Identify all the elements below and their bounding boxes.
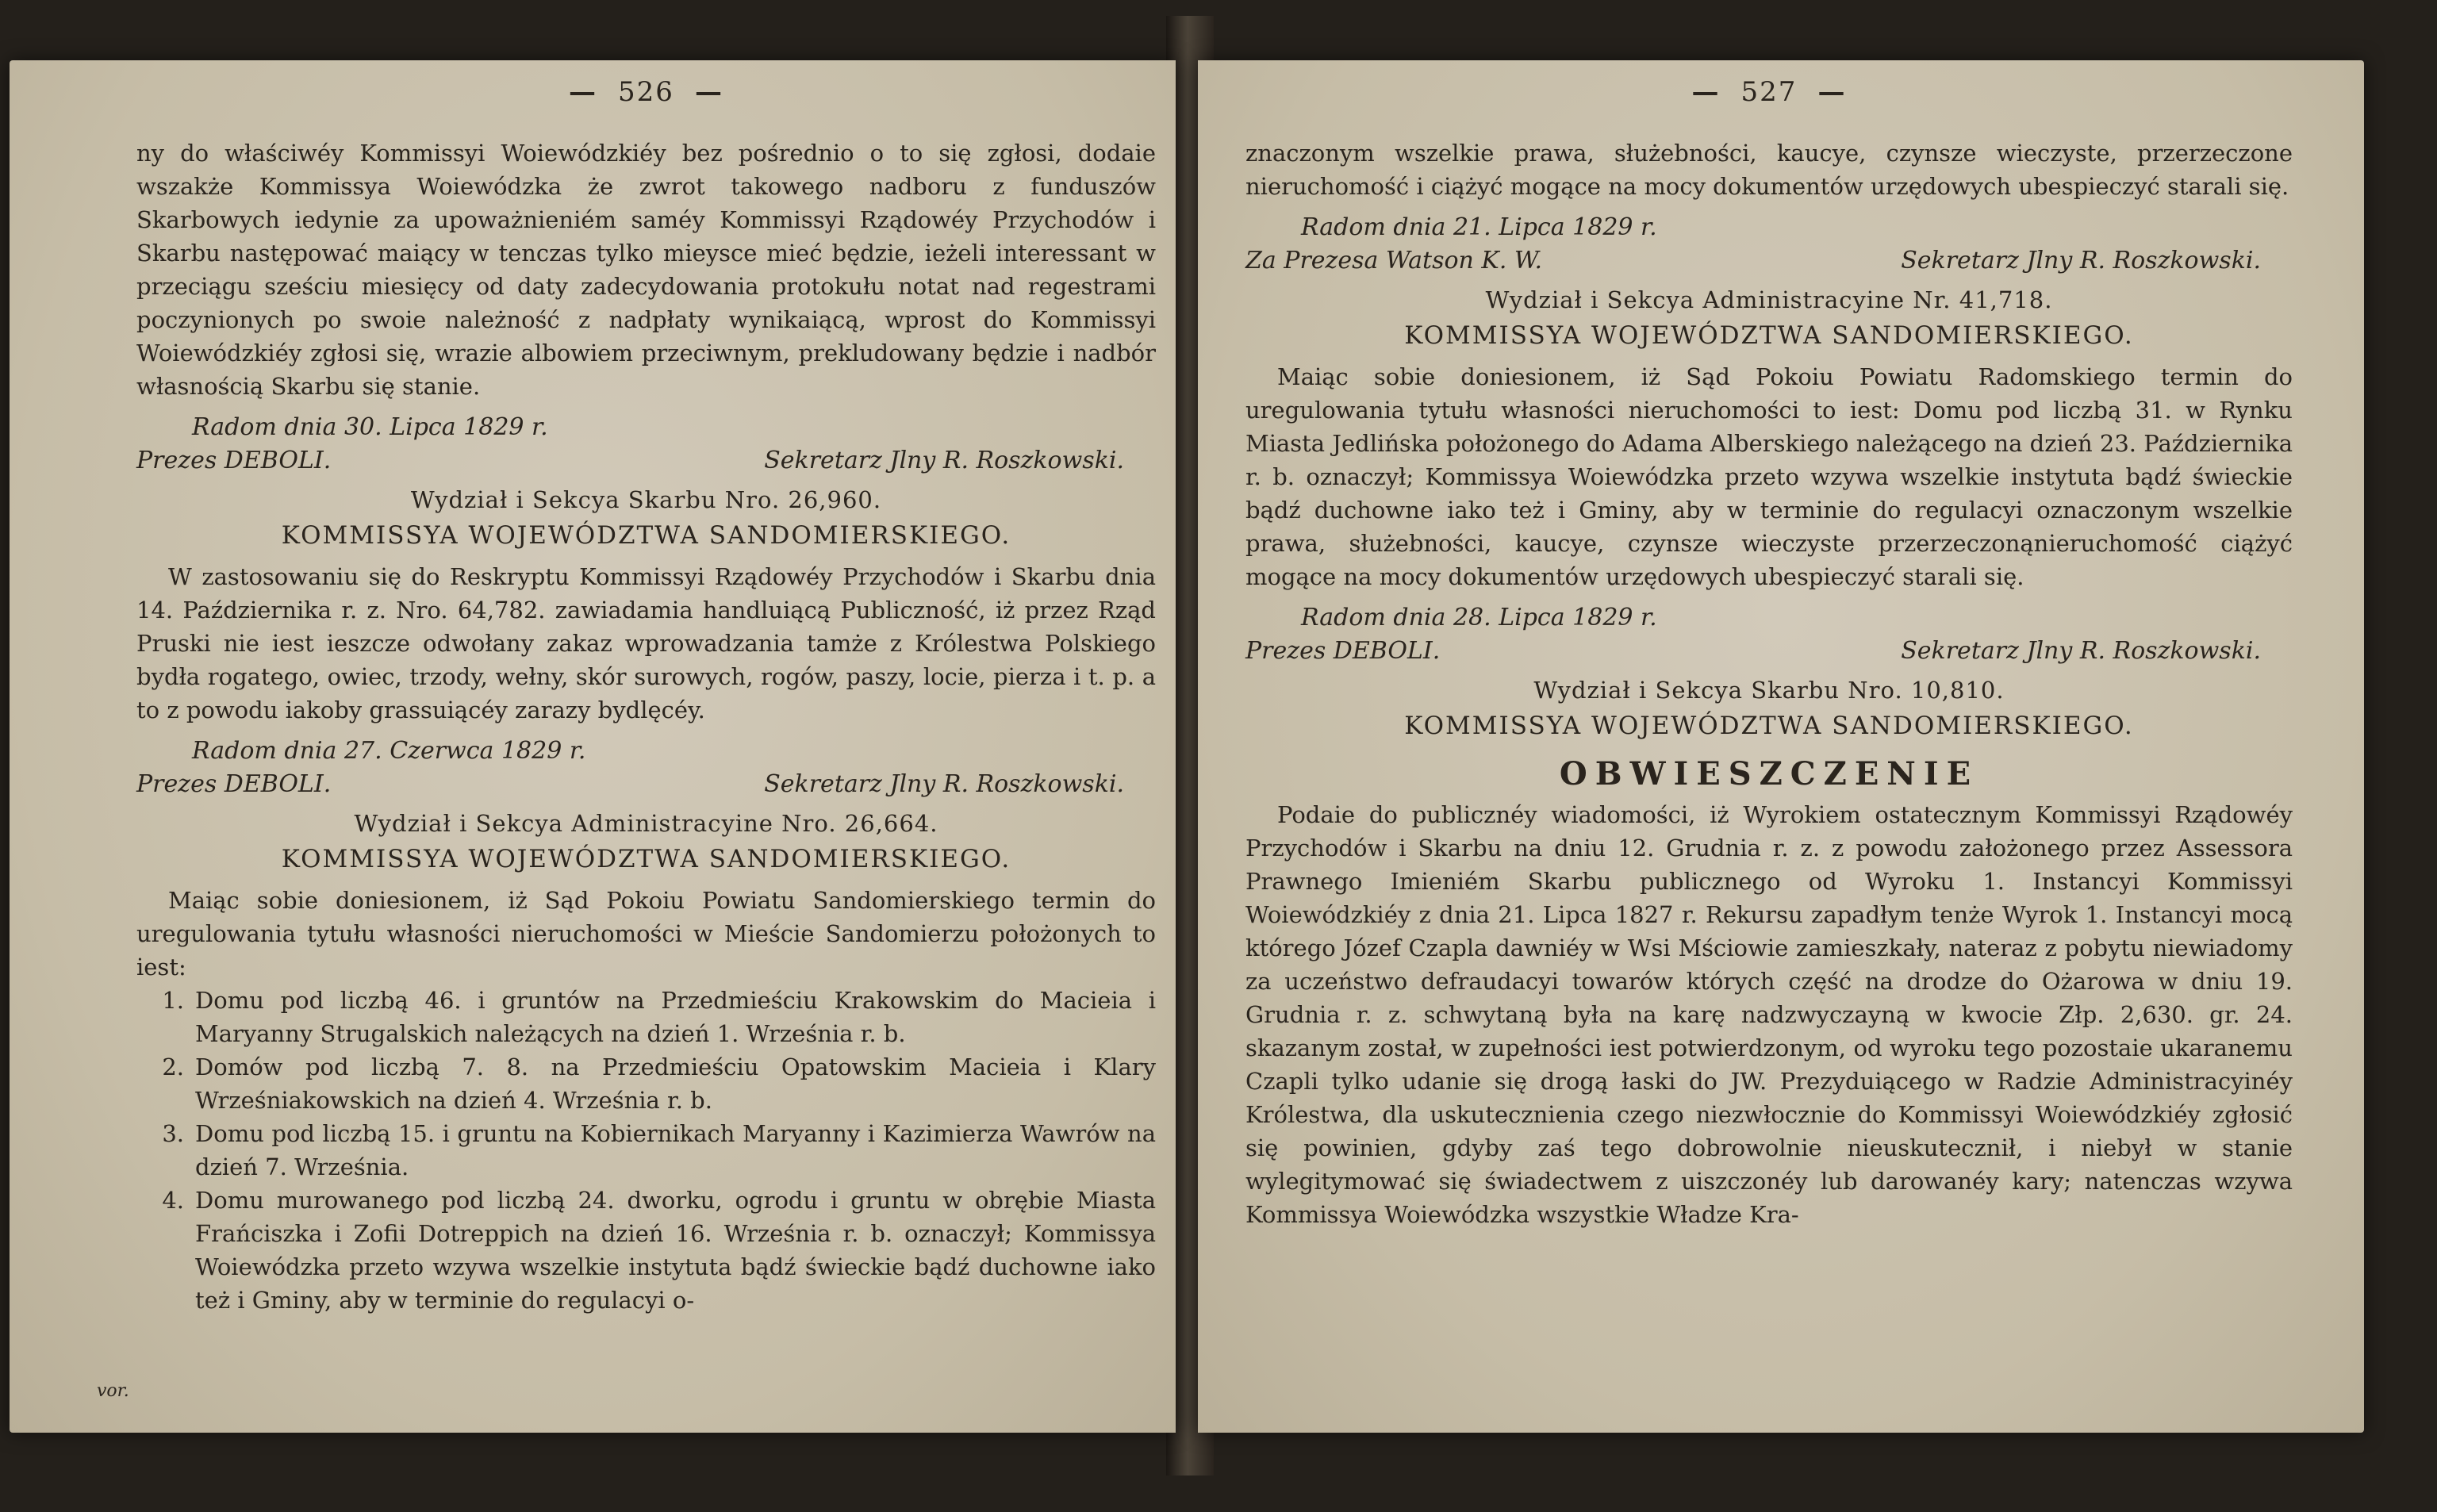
left-page-content	[136, 76, 1156, 1409]
list-item-text: Domu pod liczbą 15. i gruntu na Kobiernikach Maryanny i Kazimierza Wawrów na dzień 7. Września.	[195, 1120, 1156, 1180]
right-signature-1-president: Za Prezesa Watson K. W.	[1245, 247, 1543, 274]
left-page-number: — 526 —	[569, 76, 723, 108]
right-department-1: Wydział i Sekcya Administracyine Nr. 41,718.	[1485, 286, 2053, 313]
left-department-1: Wydział i Sekcya Skarbu Nro. 26,960.	[410, 486, 882, 513]
left-paragraph-1: ny do właściwéy Kommissyi Woiewódzkiéy bez pośrednio o to się zgłosi, dodaie wszakże Kommissya Woiewódzka że zwrot takowego nadboru z funduszów Skarbowych iedynie za upoważnieniém saméy Kommissyi Rządowéy Przychodów i Skarbu następować maiący w tenczas tylko mieysce mieć będzie, ieżeli interessant w przeciągu sześciu miesięcy od daty zadecydowania protokułu notat nad regestrami poczynionych po swoie należność z nadpłaty wynikaiącą, wprost do Kommissyi Woiewódzkiéy zgłosi się, wrazie albowiem przeciwnym, prekludowany będzie i nadbór własnością Skarbu się stanie.	[136, 140, 1156, 400]
left-signature-1-secretary: Sekretarz Jlny R. Roszkowski.	[764, 447, 1124, 474]
left-signature-1-president: Prezes DEBOLI.	[136, 447, 332, 474]
right-paragraph-3: Podaie do publicznéy wiadomości, iż Wyrokiem ostatecznym Kommissyi Rządowéy Przychodów i Skarbu na dniu 12. Grudnia r. z. z powodu założonego przez Assessora Prawnego Imieniém Skarbu publicznego od Wyroku 1. Instancyi Kommissyi Woiewódzkiéy z dnia 21. Lipca 1827 r. Rekursu zapadłym tenże Wyrok 1. Instancyi mocą którego Józef Czapla dawniéy w Wsi Mściowie zamieszkały, nateraz z pobytu niewiadomy za uczeństwo defraudacyi towarów których część na drodze do Ożarowa w dniu 19. Grudnia r. z. schwytaną była na karę nadzwyczayną w kwocie Złp. 2,630. gr. 24. skazanym został, w zupełności iest potwierdzonym, od wyroku tego pozostaie ukaranemu Czapli tylko udanie się drogą łaski do JW. Prezyduiącego w Radzie Administracyinéy Królestwa, dla uskutecznienia czego niezwłocznie do Kommissyi Woiewódzkiéy zgłosić się powinien, gdyby zaś tego dobrowolnie nieuskutecznił, i niebył w stanie wylegitymować się świadectwem z uiszczonéy lub darowanéy kary; natenczas wzywa Kommissya Woiewódzka wszystkie Władze Kra-	[1245, 801, 2293, 1228]
left-signature-2	[136, 768, 1124, 801]
left-signature-1	[136, 444, 1124, 478]
left-paragraph-2: W zastosowaniu się do Reskryptu Kommissyi Rządowéy Przychodów i Skarbu dnia 14. Października r. z. Nro. 64,782. zawiadamia handluiącą Publiczność, iż przez Rząd Pruski nie iest ieszcze odwołany zakaz wprowadzania tamże z Królestwa Polskiego bydła rogatego, owiec, trzody, wełny, skór surowych, rogów, paszy, locie, pierza i t. p. a to z powodu iakoby grassuiącéy zarazy bydlęcéy.	[136, 563, 1156, 723]
list-item-number: 4.	[162, 1187, 184, 1214]
right-paragraph-2: Maiąc sobie doniesionem, iż Sąd Pokoiu Powiatu Radomskiego termin do uregulowania tytułu własności nieruchomości to iest: Domu pod liczbą 31. w Rynku Miasta Jedlińska położonego do Adama Alberskiego należącego na dzień 23. Października r. b. oznaczył; Kommissya Woiewódzka przeto wzywa wszelkie instytuta bądź świeckie bądź duchowne iako też i Gminy, aby w terminie do regulacyi oznaczonym wszelkie prawa, służebności, kaucye, czynsze wieczyste przerzeczonąnieruchomość ciążyć mogące na mocy dokumentów urzędowych ubespieczyć starali się.	[1245, 363, 2293, 590]
list-item-text: Domów pod liczbą 7. 8. na Przedmieściu Opatowskim Macieia i Klary Wrześniakowskich na dzień 4. Września r. b.	[195, 1053, 1156, 1114]
list-item-text: Domu pod liczbą 46. i gruntów na Przedmieściu Krakowskim do Macieia i Maryanny Strugalskich należących na dzień 1. Września r. b.	[195, 987, 1156, 1047]
right-page	[1198, 60, 2364, 1433]
list-item	[136, 1184, 1156, 1317]
left-signature-2-president: Prezes DEBOLI.	[136, 770, 332, 798]
left-commission-heading-2: KOMMISSYA WOJEWÓDZTWA SANDOMIERSKIEGO.	[281, 845, 1011, 873]
left-date-2: Radom dnia 27. Czerwca 1829 r.	[192, 737, 586, 765]
left-commission-heading-1: KOMMISSYA WOJEWÓDZTWA SANDOMIERSKIEGO.	[281, 521, 1011, 550]
left-page-number-text: 526	[618, 76, 674, 108]
left-department-2: Wydział i Sekcya Administracyine Nro. 26,664.	[354, 810, 938, 837]
right-signature-2	[1245, 635, 2261, 668]
right-department-2: Wydział i Sekcya Skarbu Nro. 10,810.	[1533, 677, 2005, 704]
list-item	[136, 1050, 1156, 1117]
right-signature-2-secretary: Sekretarz Jlny R. Roszkowski.	[1901, 637, 2261, 665]
right-commission-heading-1: KOMMISSYA WOJEWÓDZTWA SANDOMIERSKIEGO.	[1404, 321, 2134, 350]
left-signature-2-secretary: Sekretarz Jlny R. Roszkowski.	[764, 770, 1124, 798]
right-signature-2-president: Prezes DEBOLI.	[1245, 637, 1441, 665]
right-commission-heading-2: KOMMISSYA WOJEWÓDZTWA SANDOMIERSKIEGO.	[1404, 712, 2134, 740]
left-date-1: Radom dnia 30. Lipca 1829 r.	[192, 413, 548, 441]
left-property-list	[136, 984, 1156, 1317]
margin-mark: vor.	[97, 1381, 129, 1401]
right-date-1: Radom dnia 21. Lipca 1829 r.	[1301, 213, 1657, 241]
list-item-number: 3.	[162, 1120, 184, 1147]
list-item-number: 1.	[162, 987, 184, 1014]
right-signature-1-secretary: Sekretarz Jlny R. Roszkowski.	[1901, 247, 2261, 274]
list-item-text: Domu murowanego pod liczbą 24. dworku, ogrodu i gruntu w obrębie Miasta Frańciszka i Zofii Dotreppich na dzień 16. Września r. b. oznaczył; Kommissya Woiewódzka przeto wzywa wszelkie instytuta bądź świeckie bądź duchowne iako też i Gminy, aby w terminie do regulacyi o-	[195, 1187, 1156, 1314]
right-paragraph-1: znaczonym wszelkie prawa, służebności, kaucye, czynsze wieczyste, przerzeczone nieruchomość i ciążyć mogące na mocy dokumentów urzędowych ubespieczyć starali się.	[1245, 140, 2293, 200]
right-page-number: — 527 —	[1691, 76, 1847, 108]
left-page	[10, 60, 1176, 1433]
left-paragraph-3: Maiąc sobie doniesionem, iż Sąd Pokoiu Powiatu Sandomierskiego termin do uregulowania tytułu własności nieruchomości w Mieście Sandomierzu położonych to iest:	[136, 887, 1156, 980]
obwieszczenie-heading: OBWIESZCZENIE	[1559, 755, 1979, 792]
right-page-content	[1245, 76, 2293, 1409]
list-item	[136, 1117, 1156, 1184]
right-page-number-text: 527	[1740, 76, 1798, 108]
right-date-2: Radom dnia 28. Lipca 1829 r.	[1301, 604, 1657, 631]
list-item	[136, 984, 1156, 1050]
list-item-number: 2.	[162, 1053, 184, 1080]
right-signature-1	[1245, 244, 2261, 278]
